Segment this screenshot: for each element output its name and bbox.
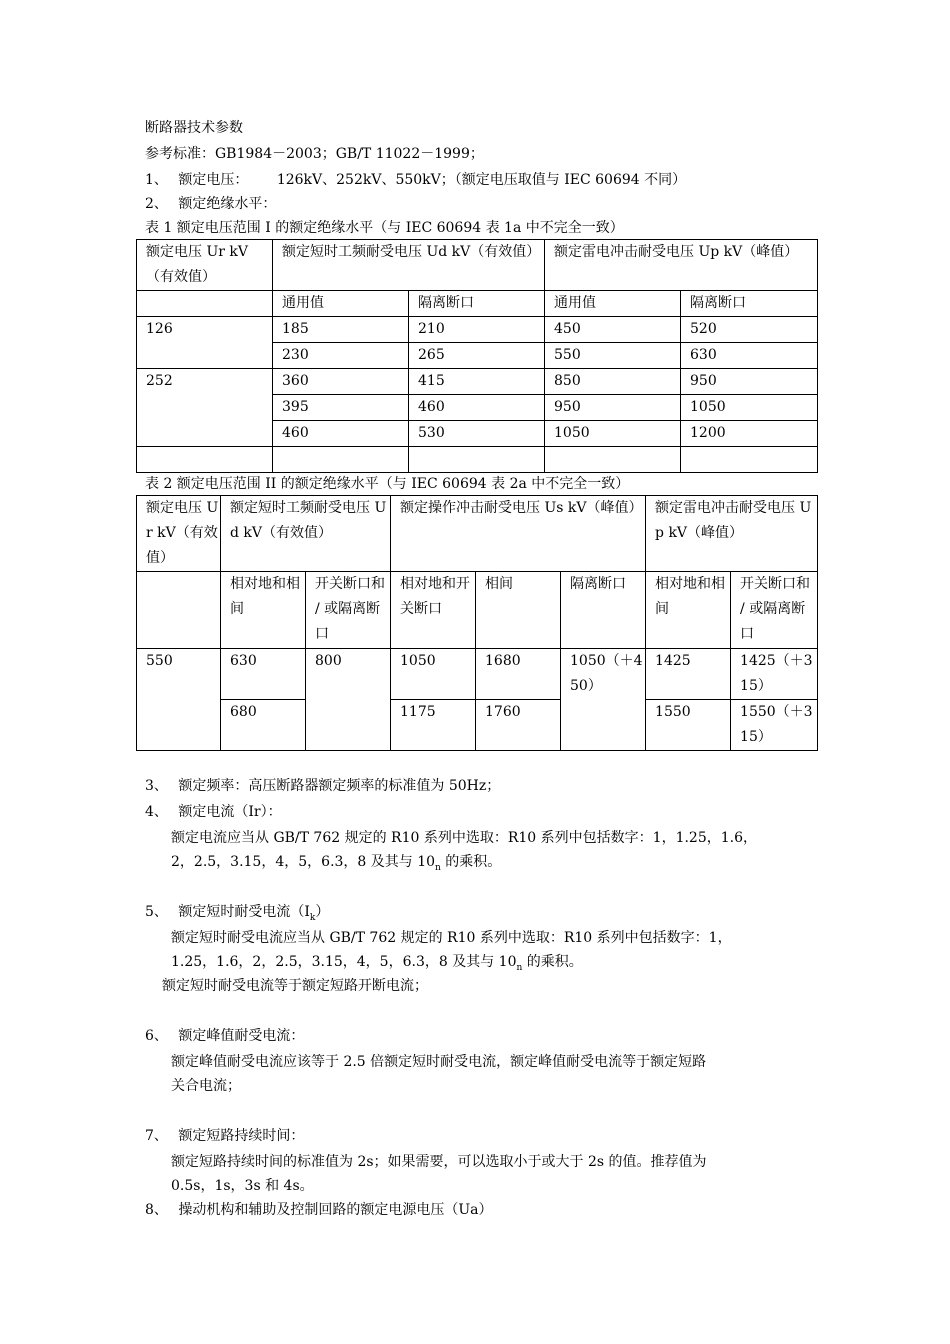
item-3 [145,776,500,796]
item-number: 2、 [145,196,168,212]
item-label: 额定短路持续时间： [178,1128,305,1144]
cell-ud-common: 360 [273,369,409,395]
header-ground-switch: 相对地和开关断口 [391,572,476,649]
item-5 [145,902,329,928]
item-6-line-1: 额定峰值耐受电流应该等于 2.5 倍额定短时耐受电流，额定峰值耐受电流等于额定短路 [171,1054,707,1070]
cell-us-isolating: 1050（＋450） [561,649,646,751]
item-4-line-2: 2，2.5，3.15，4，5，6.3，8 及其与 $10_n$ 的乘积。 [171,854,502,873]
cell-ud-isolating: 415 [409,369,545,395]
item-label: 额定短时耐受电流$(I_k)$ [178,904,330,923]
item-number: 3、 [145,778,168,794]
cell-ud-isolating: 210 [409,317,545,343]
table-row [137,369,818,395]
item-5-line-1: 额定短时耐受电流应当从 GB/T 762 规定的 R10 系列中选取：R10 系列中包括数字：1， [171,930,732,946]
table-row [137,700,818,751]
table-row-empty [137,447,818,473]
cell-us-ground: 1175 [391,700,476,751]
item-1 [145,170,686,190]
cell-ud-common: 230 [273,343,409,369]
cell-up-common: 850 [545,369,681,395]
cell-ud-ground: 630 [221,649,306,700]
header-blank [137,291,273,317]
header-isolating: 隔离断口 [561,572,646,649]
item-2 [145,194,276,214]
table2-caption: 表 2 额定电压范围 II 的额定绝缘水平（与 IEC 60694 表 2a 中不完全一致） [145,476,630,492]
cell-us-phase: 1760 [476,700,561,751]
header-rated-voltage: 额定电压 Ur kV（有效值） [137,240,273,291]
header-ground-phase: 相对地和相间 [646,572,731,649]
cell-ud-isolating: 265 [409,343,545,369]
header-up: 额定雷电冲击耐受电压 Up kV（峰值） [545,240,818,291]
insulation-table-range-2 [136,495,818,751]
item-7 [145,1126,304,1146]
cell-us-ground: 1050 [391,649,476,700]
item-5-line-3: 额定短时耐受电流等于额定短路开断电流； [162,978,428,994]
table-row [137,317,818,343]
table1-caption: 表 1 额定电压范围 I 的额定绝缘水平（与 IEC 60694 表 1a 中不完全一致） [145,220,624,236]
cell-ud-common: 395 [273,395,409,421]
item-6-line-2: 关合电流； [171,1078,241,1094]
cell-up-isolating: 1200 [681,421,818,447]
header-isolating: 隔离断口 [409,291,545,317]
cell-up-common: 450 [545,317,681,343]
reference-standards: 参考标准：GB1984－2003；GB/T 11022－1999； [145,146,484,162]
cell-ur: 550 [137,649,221,751]
item-text: 操动机构和辅助及控制回路的额定电源电压（Ua） [178,1202,493,1218]
cell-up-isolating: 950 [681,369,818,395]
item-4-line-1: 额定电流应当从 GB/T 762 规定的 R10 系列中选取：R10 系列中包括数字：1，1.25，1.6， [171,830,758,846]
item-number: 7、 [145,1128,168,1144]
header-switch-isolating: 开关断口和 / 或隔离断口 [306,572,391,649]
cell-up-ground: 1550 [646,700,731,751]
header-common: 通用值 [273,291,409,317]
cell-ud-common: 460 [273,421,409,447]
table-row [137,649,818,700]
cell-up-isolating: 520 [681,317,818,343]
insulation-table-range-1 [136,239,818,473]
header-us: 额定操作冲击耐受电压 Us kV（峰值） [391,496,646,572]
item-7-line-2: 0.5s，1s，3s 和 4s。 [171,1178,314,1194]
cell-up-ground: 1425 [646,649,731,700]
cell-ud-switch: 800 [306,649,391,751]
cell-ud-isolating: 530 [409,421,545,447]
item-number: 5、 [145,904,168,920]
item-label: 额定峰值耐受电流： [178,1028,305,1044]
item-number: 6、 [145,1028,168,1044]
item-number: 8、 [145,1202,168,1218]
header-phase: 相间 [476,572,561,649]
cell-ud-ground: 680 [221,700,306,751]
item-label: 额定电压： [178,172,249,188]
cell-ur: 126 [137,317,273,369]
cell-ur: 252 [137,369,273,447]
cell-us-phase: 1680 [476,649,561,700]
header-blank [137,572,221,649]
header-common: 通用值 [545,291,681,317]
cell-ud-isolating: 460 [409,395,545,421]
cell-up-switch: 1550（＋315） [731,700,818,751]
header-rated-voltage: 额定电压 Ur kV（有效值） [137,496,221,572]
item-label: 额定电流（Ir）： [178,804,282,820]
header-ground-phase: 相对地和相间 [221,572,306,649]
item-8 [145,1200,493,1220]
header-ud: 额定短时工频耐受电压 Ud kV（有效值） [273,240,545,291]
item-4 [145,802,282,822]
item-number: 4、 [145,804,168,820]
cell-up-common: 1050 [545,421,681,447]
header-isolating: 隔离断口 [681,291,818,317]
document-title: 断路器技术参数 [145,120,243,136]
header-up: 额定雷电冲击耐受电压 Up kV（峰值） [646,496,818,572]
item-label: 额定绝缘水平： [178,196,277,212]
item-7-line-1: 额定短路持续时间的标准值为 2s；如果需要，可以选取小于或大于 2s 的值。推荐值为 [171,1154,707,1170]
item-value: 126kV、252kV、550kV；（额定电压取值与 IEC 60694 不同） [276,172,687,188]
cell-up-isolating: 1050 [681,395,818,421]
cell-ud-common: 185 [273,317,409,343]
item-text: 额定频率：高压断路器额定频率的标准值为 50Hz； [178,778,501,794]
item-5-line-2: 1.25，1.6，2，2.5，3.15，4，5，6.3，8 及其与 $10_n$ 的乘积。 [171,954,583,973]
cell-up-switch: 1425（＋315） [731,649,818,700]
item-number: 1、 [145,172,168,188]
item-6 [145,1026,304,1046]
header-switch-isolating: 开关断口和 / 或隔离断口 [731,572,818,649]
cell-up-common: 550 [545,343,681,369]
cell-up-common: 950 [545,395,681,421]
header-ud: 额定短时工频耐受电压 Ud kV（有效值） [221,496,391,572]
cell-up-isolating: 630 [681,343,818,369]
